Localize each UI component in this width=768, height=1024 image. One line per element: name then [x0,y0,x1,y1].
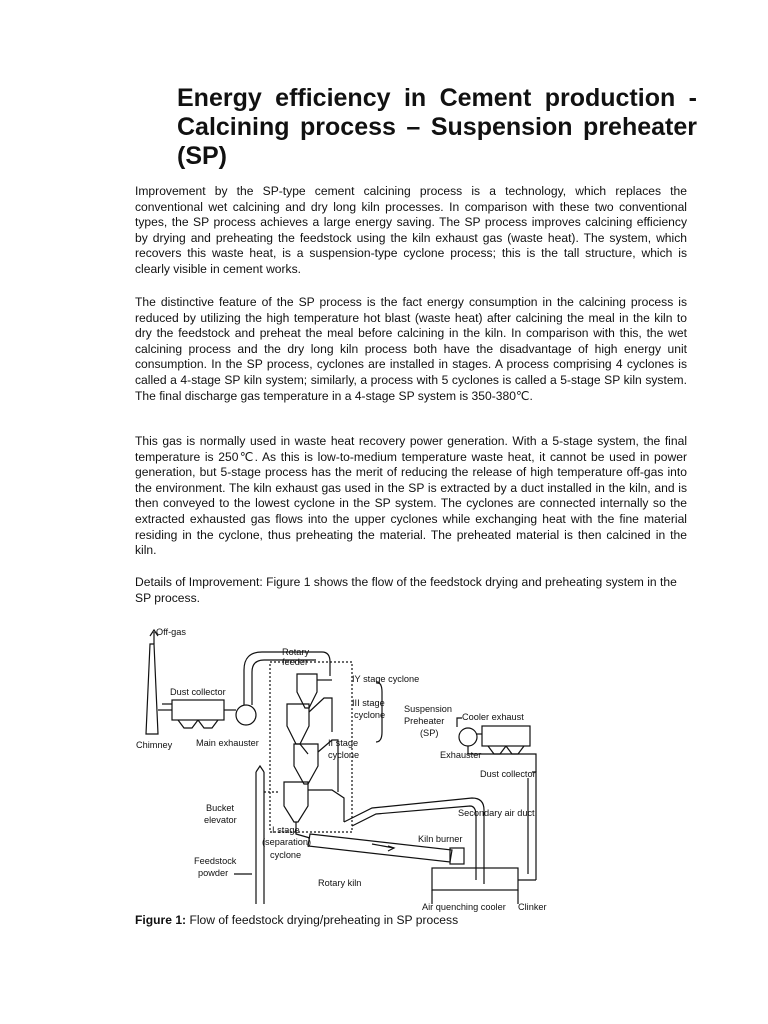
cyclone-iv-shape [297,674,317,708]
main-exhauster-shape [236,705,256,725]
label-iii-stage-2: cyclone [354,710,386,720]
label-clinker: Clinker [518,902,547,912]
figure-caption [135,913,458,928]
label-rotary-kiln: Rotary kiln [318,878,362,888]
label-dust-collector-left: Dust collector [170,687,226,697]
dust-collector-right-shape [482,726,530,746]
cyclone-iii-shape [287,704,309,744]
label-i-stage-2: (separation) [262,837,312,847]
label-cooler-exhaust: Cooler exhaust [462,712,524,722]
label-feedstock-1: Feedstock [194,856,237,866]
label-suspension-3: (SP) [420,728,439,738]
air-quenching-cooler-shape [432,868,518,890]
sp-process-diagram [132,622,552,912]
label-air-quenching-cooler: Air quenching cooler [422,902,506,912]
label-iii-stage-1: III stage [352,698,385,708]
caption-label: Figure 1: [135,913,187,927]
caption-text: Flow of feedstock drying/preheating in SP process [186,913,459,927]
label-suspension-2: Preheater [404,716,445,726]
label-secondary-air-duct: Secondary air duct [458,808,535,818]
paragraph-details: Details of Improvement: Figure 1 shows the flow of the feedstock drying and preheating system in the SP process. [135,575,677,605]
label-rotary-feeder-1: Rotary [282,647,310,657]
cyclone-ii-shape [294,744,318,784]
paragraph-intro: Improvement by the SP-type cement calcining process is a technology, which replaces the conventional wet calcining and dry long kiln processes. In comparison with these two conventional types, the SP process achieves a large energy saving. The SP process improves calcining efficiency by drying and preheating the feedstock using the kiln exhaust gas (waste heat). The system, which recovers this waste heat, is a suspension-type cyclone process; this is the tall structure, which is clearly visible in cement works. [135,184,687,276]
cyclone-i-shape [284,782,308,822]
label-off-gas: Off-gas [156,627,186,637]
label-bucket-1: Bucket [206,803,235,813]
label-kiln-burner: Kiln burner [418,834,463,844]
label-ii-stage-2: cyclone [328,750,360,760]
paragraph-waste-heat: This gas is normally used in waste heat recovery power generation. With a 5-stage system, the final temperature is 250℃. As this is low-to-medium temperature waste heat, it cannot be used in power generation, but 5-stage process has the merit of reducing the release of high temperature off-gas into the environment. The kiln exhaust gas used in the SP is extracted by a duct installed in the kiln, and is then conveyed to the lowest cyclone in the SP system. The cyclones are connected internally so the extracted exhausted gas flows into the upper cyclones while exchanging heat with the fine material residing in the cyclone, thus preheating the material. The preheated material is then calcined in the kiln. [135,434,687,558]
label-suspension-1: Suspension [404,704,453,714]
paragraph-distinctive-feature: The distinctive feature of the SP process is the fact energy consumption in the calcining process is reduced by utilizing the high temperature hot blast (waste heat) after calcining the meal in the kiln to dry the feedstock and preheat the meal before calcining in the kiln. In comparison with this, the wet calcining process and the dry long kiln process both have the disadvantage of high energy unit consumption. In the SP process, cyclones are installed in stages. A process comprising 4 cyclones is called a 4-stage SP kiln system; similarly, a process with 5 cyclones is called a 5-stage SP kiln system. The final discharge gas temperature in a 4-stage SP system is 350-380℃. [135,295,687,403]
label-feedstock-2: powder [198,868,229,878]
label-i-stage-1: I stage [272,825,300,835]
document-title: Energy efficiency in Cement production - Calcining process – Suspension preheater (SP) [177,84,697,170]
diagram-drawing [132,622,552,912]
label-exhauster: Exhauster [440,750,482,760]
label-iv-stage-cyclone: IY stage cyclone [352,674,420,684]
label-bucket-2: elevator [204,815,237,825]
label-i-stage-3: cyclone [270,850,302,860]
exhauster-right-shape [459,728,477,746]
label-main-exhauster: Main exhauster [196,738,259,748]
dust-collector-left-shape [172,700,224,720]
label-rotary-feeder-2: feeder [282,657,309,667]
label-ii-stage-1: II stage [328,738,359,748]
label-dust-collector-right: Dust collector [480,769,536,779]
chimney-shape [146,644,158,734]
label-chimney: Chimney [136,740,173,750]
